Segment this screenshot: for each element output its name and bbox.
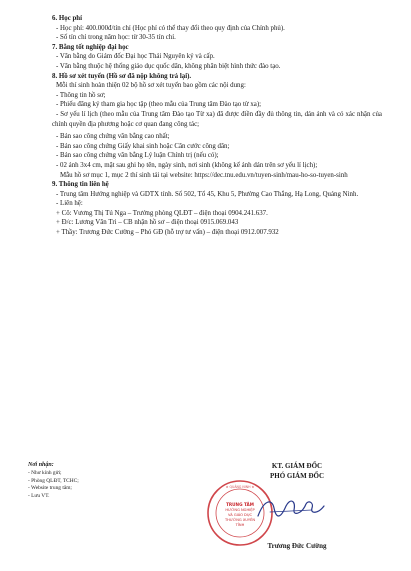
recipients-block xyxy=(28,462,148,501)
svg-text:HƯỚNG NGHIỆP: HƯỚNG NGHIỆP xyxy=(225,508,255,512)
recipient-item: - Như kính gửi; xyxy=(28,469,62,476)
svg-text:TRUNG TÂM: TRUNG TÂM xyxy=(226,502,254,507)
dossier-intro: Mỗi thí sinh hoàn thiện 02 bộ hồ sơ xét tuyển bao gồm các nội dung: xyxy=(56,82,246,90)
dossier-note: Mẫu hồ sơ mục 1, mục 2 thí sinh tải tại website: https://dec.tnu.edu.vn/tuyen-sinh/mau-ho-so-tuyen-sinh xyxy=(60,171,348,179)
recipient-item: - Lưu VT. xyxy=(28,493,50,500)
svg-text:★ QUẢNG NINH ★: ★ QUẢNG NINH ★ xyxy=(225,485,255,489)
dossier-item-1: - Thông tin hồ sơ; xyxy=(56,91,106,99)
svg-text:THƯỜNG XUYÊN: THƯỜNG XUYÊN xyxy=(224,518,256,522)
contact-person-2: + Đ/c: Lương Văn Tri – CB nhận hồ sơ – điện thoại 0915.069.043 xyxy=(56,219,239,227)
dossier-item-4: - Bản sao công chứng văn bằng cao nhất; xyxy=(56,133,170,141)
recipient-item: - Phòng QLĐT, TCHC; xyxy=(28,477,79,484)
fee-text: - Học phí: 400.000đ/tín chỉ (Học phí có thể thay đổi theo quy định của Chính phủ). xyxy=(56,24,285,32)
dossier-item-2: - Phiếu đăng ký tham gia học tập (theo mẫu của Trung tâm Đào tạo từ xa); xyxy=(56,101,262,109)
section-8-title: 8. Hồ sơ xét tuyển (Hồ sơ đã nộp không trả lại). xyxy=(52,72,192,80)
contact-address: - Trung tâm Hướng nghiệp và GDTX tỉnh. Số 502, Tổ 45, Khu 5, Phường Cao Thắng, Hạ Long, Quảng Ninh. xyxy=(56,190,359,198)
dossier-item-7: - 02 ảnh 3x4 cm, mặt sau ghi họ tên, ngày sinh, nơi sinh (không kể ảnh dán trên sơ yếu lí lịch); xyxy=(56,161,318,169)
credits-text: - Số tín chỉ trong năm học: từ 30-35 tín chỉ. xyxy=(56,34,176,42)
contact-label: - Liên hệ: xyxy=(56,200,83,208)
diploma-line-2: - Văn bằng thuộc hệ thống giáo dục quốc dân, không phân biệt hình thức đào tạo. xyxy=(56,62,281,70)
document-body xyxy=(52,14,382,238)
signature-title-1: KT. GIÁM ĐỐC xyxy=(271,462,323,470)
signature-title-2: PHÓ GIÁM ĐỐC xyxy=(269,472,325,480)
section-7-title: 7. Bằng tốt nghiệp đại học xyxy=(52,43,129,51)
svg-text:TỈNH: TỈNH xyxy=(235,523,245,527)
svg-text:VÀ GIÁO DỤC: VÀ GIÁO DỤC xyxy=(228,513,252,517)
section-6-title: 6. Học phí xyxy=(52,15,83,22)
signer-name: Trương Đức Cường xyxy=(267,542,327,550)
contact-person-1: + Cô: Vương Thị Tú Nga – Trưởng phòng QLĐT – điện thoại 0904.241.637. xyxy=(56,209,268,217)
recipient-item: - Website trung tâm; xyxy=(28,485,72,492)
dossier-item-6: - Bản sao công chứng văn bằng Lý luận Chính trị (nếu có); xyxy=(56,152,219,160)
dossier-item-5: - Bản sao công chứng Giấy khai sinh hoặc Căn cước công dân; xyxy=(56,142,230,150)
recipients-title: Nơi nhận: xyxy=(28,462,54,468)
diploma-line-1: - Văn bằng do Giám đốc Đại học Thái Nguyên ký và cấp. xyxy=(56,53,215,61)
contact-person-3: + Thầy: Trương Đức Cường – Phó GĐ (hỗ trợ tư vấn) – điện thoại 0912.007.932 xyxy=(56,229,279,237)
section-9-title: 9. Thông tin liên hệ xyxy=(52,181,109,189)
handwritten-signature xyxy=(250,490,330,526)
dossier-item-3: - Sơ yếu lí lịch (theo mẫu của Trung tâm Đào tạo Từ xa) đã được điền đầy đủ thông tin, dán ảnh và có xác nhận của chính quyền địa phương hoặc cơ quan đang công tác; xyxy=(52,110,382,128)
